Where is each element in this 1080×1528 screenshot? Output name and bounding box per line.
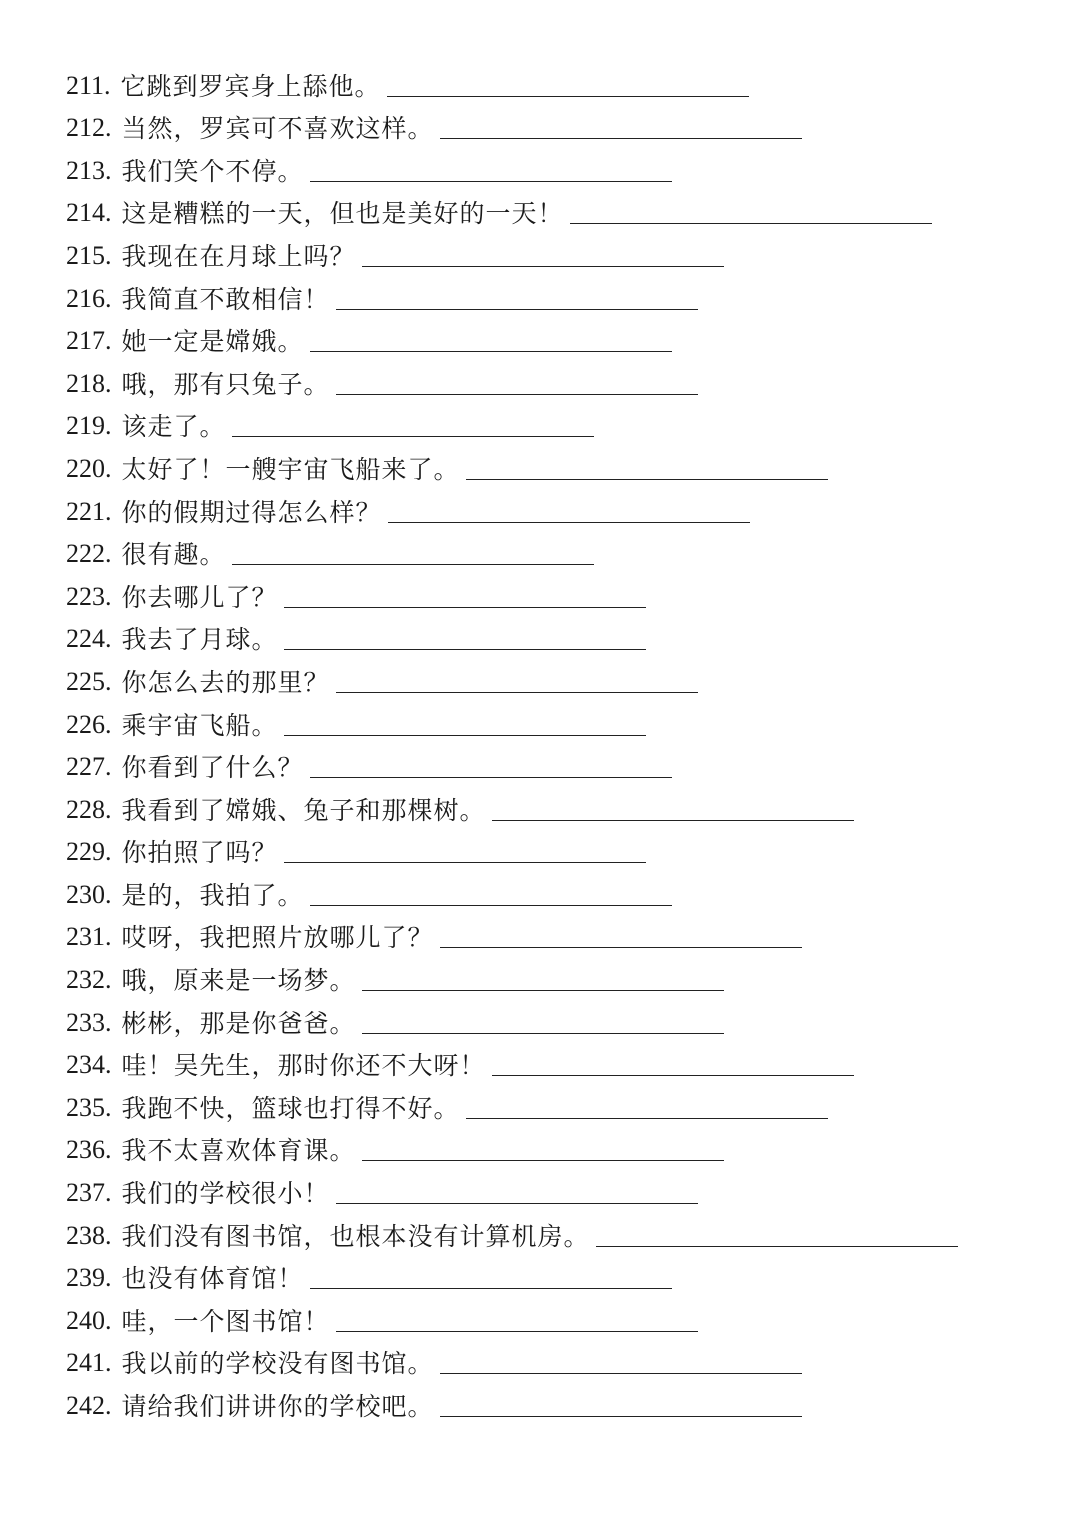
item-number: 237. [66, 1178, 112, 1208]
list-item [66, 1169, 1026, 1212]
item-sentence: 哇，一个图书馆！ [121, 1306, 330, 1336]
list-item [66, 1084, 1026, 1127]
item-number: 223. [66, 581, 112, 611]
list-item [66, 786, 1026, 829]
answer-blank-line[interactable] [440, 1415, 802, 1417]
item-number: 225. [66, 666, 112, 696]
list-item [66, 914, 1026, 957]
item-sentence: 我简直不敢相信！ [121, 284, 330, 314]
item-number: 211. [66, 70, 111, 100]
item-number: 231. [66, 922, 112, 952]
list-item [66, 871, 1026, 914]
list-item [66, 829, 1026, 872]
answer-blank-line[interactable] [310, 904, 672, 906]
item-sentence: 哎呀，我把照片放哪儿了？ [121, 923, 434, 953]
item-number: 229. [66, 837, 112, 867]
answer-blank-line[interactable] [388, 521, 750, 523]
list-item [66, 318, 1026, 361]
item-number: 226. [66, 709, 112, 739]
item-sentence: 它跳到罗宾身上舔他。 [120, 71, 381, 101]
item-sentence: 我们笑个不停。 [121, 156, 304, 186]
list-item [66, 573, 1026, 616]
answer-blank-line[interactable] [232, 563, 594, 565]
answer-blank-line[interactable] [362, 1159, 724, 1161]
item-sentence: 该走了。 [121, 412, 226, 442]
answer-blank-line[interactable] [284, 648, 646, 650]
item-number: 238. [66, 1220, 112, 1250]
item-number: 239. [66, 1263, 112, 1293]
list-item [66, 105, 1026, 148]
item-sentence: 我们的学校很小！ [121, 1179, 330, 1209]
answer-blank-line[interactable] [492, 819, 854, 821]
item-sentence: 也没有体育馆！ [121, 1264, 304, 1294]
sentence-list [66, 62, 1026, 1425]
item-number: 214. [66, 198, 112, 228]
list-item [66, 1042, 1026, 1085]
item-sentence: 乘宇宙飞船。 [121, 710, 278, 740]
list-item [66, 62, 1026, 105]
item-sentence: 是的，我拍了。 [121, 880, 304, 910]
item-number: 233. [66, 1007, 112, 1037]
item-sentence: 哇！吴先生，那时你还不大呀！ [121, 1051, 486, 1081]
answer-blank-line[interactable] [336, 1202, 698, 1204]
answer-blank-line[interactable] [466, 478, 828, 480]
item-sentence: 这是糟糕的一天，但也是美好的一天！ [121, 199, 564, 229]
item-number: 212. [66, 113, 112, 143]
item-number: 227. [66, 752, 112, 782]
answer-blank-line[interactable] [336, 308, 698, 310]
list-item [66, 445, 1026, 488]
list-item [66, 1297, 1026, 1340]
answer-blank-line[interactable] [284, 606, 646, 608]
item-number: 230. [66, 879, 112, 909]
answer-blank-line[interactable] [362, 1032, 724, 1034]
item-sentence: 我去了月球。 [121, 625, 278, 655]
answer-blank-line[interactable] [362, 989, 724, 991]
answer-blank-line[interactable] [310, 1287, 672, 1289]
item-sentence: 我们没有图书馆，也根本没有计算机房。 [121, 1221, 590, 1251]
item-number: 236. [66, 1135, 112, 1165]
list-item [66, 1212, 1026, 1255]
item-sentence: 你怎么去的那里？ [121, 667, 330, 697]
answer-blank-line[interactable] [310, 180, 672, 182]
item-sentence: 很有趣。 [121, 540, 226, 570]
list-item [66, 147, 1026, 190]
item-sentence: 你去哪儿了？ [121, 582, 278, 612]
item-number: 235. [66, 1092, 112, 1122]
answer-blank-line[interactable] [440, 1372, 802, 1374]
item-number: 213. [66, 155, 112, 185]
list-item [66, 1127, 1026, 1170]
item-number: 218. [66, 368, 112, 398]
list-item [66, 360, 1026, 403]
list-item [66, 658, 1026, 701]
list-item [66, 616, 1026, 659]
list-item [66, 1382, 1026, 1425]
item-sentence: 你拍照了吗？ [121, 838, 278, 868]
answer-blank-line[interactable] [362, 265, 724, 267]
answer-blank-line[interactable] [492, 1074, 854, 1076]
answer-blank-line[interactable] [440, 137, 802, 139]
item-number: 215. [66, 240, 112, 270]
item-number: 240. [66, 1305, 112, 1335]
item-sentence: 我不太喜欢体育课。 [121, 1136, 356, 1166]
item-sentence: 我以前的学校没有图书馆。 [121, 1349, 434, 1379]
list-item [66, 744, 1026, 787]
item-number: 234. [66, 1050, 112, 1080]
answer-blank-line[interactable] [336, 691, 698, 693]
answer-blank-line[interactable] [570, 222, 932, 224]
answer-blank-line[interactable] [440, 946, 802, 948]
answer-blank-line[interactable] [232, 435, 594, 437]
item-sentence: 太好了！一艘宇宙飞船来了。 [121, 454, 460, 484]
answer-blank-line[interactable] [466, 1117, 828, 1119]
answer-blank-line[interactable] [336, 393, 698, 395]
list-item [66, 1340, 1026, 1383]
answer-blank-line[interactable] [387, 95, 749, 97]
item-number: 224. [66, 624, 112, 654]
list-item [66, 999, 1026, 1042]
list-item [66, 956, 1026, 999]
item-sentence: 哦，原来是一场梦。 [121, 966, 356, 996]
list-item [66, 531, 1026, 574]
list-item [66, 701, 1026, 744]
item-sentence: 请给我们讲讲你的学校吧。 [121, 1392, 434, 1421]
item-number: 241. [66, 1348, 112, 1378]
list-item [66, 275, 1026, 318]
answer-blank-line[interactable] [310, 350, 672, 352]
item-sentence: 彬彬，那是你爸爸。 [121, 1008, 356, 1038]
item-number: 222. [66, 539, 112, 569]
answer-blank-line[interactable] [310, 776, 672, 778]
answer-blank-line[interactable] [336, 1330, 698, 1332]
item-number: 232. [66, 965, 112, 995]
list-item [66, 488, 1026, 531]
item-sentence: 我现在在月球上吗？ [121, 241, 356, 271]
item-sentence: 我跑不快，篮球也打得不好。 [121, 1093, 460, 1123]
item-sentence: 你看到了什么？ [121, 753, 304, 783]
item-sentence: 哦，那有只兔子。 [121, 369, 330, 399]
item-sentence: 你的假期过得怎么样？ [121, 497, 382, 527]
item-number: 219. [66, 411, 112, 441]
list-item [66, 190, 1026, 233]
list-item [66, 232, 1026, 275]
item-number: 216. [66, 283, 112, 313]
item-number: 242. [66, 1391, 112, 1420]
item-number: 217. [66, 326, 112, 356]
item-sentence: 我看到了嫦娥、兔子和那棵树。 [121, 795, 486, 825]
item-number: 220. [66, 453, 112, 483]
list-item [66, 403, 1026, 446]
item-number: 221. [66, 496, 112, 526]
answer-blank-line[interactable] [284, 734, 646, 736]
item-sentence: 她一定是嫦娥。 [121, 327, 304, 357]
answer-blank-line[interactable] [596, 1245, 958, 1247]
answer-blank-line[interactable] [284, 861, 646, 863]
item-sentence: 当然，罗宾可不喜欢这样。 [121, 114, 434, 144]
list-item [66, 1255, 1026, 1298]
item-number: 228. [66, 794, 112, 824]
